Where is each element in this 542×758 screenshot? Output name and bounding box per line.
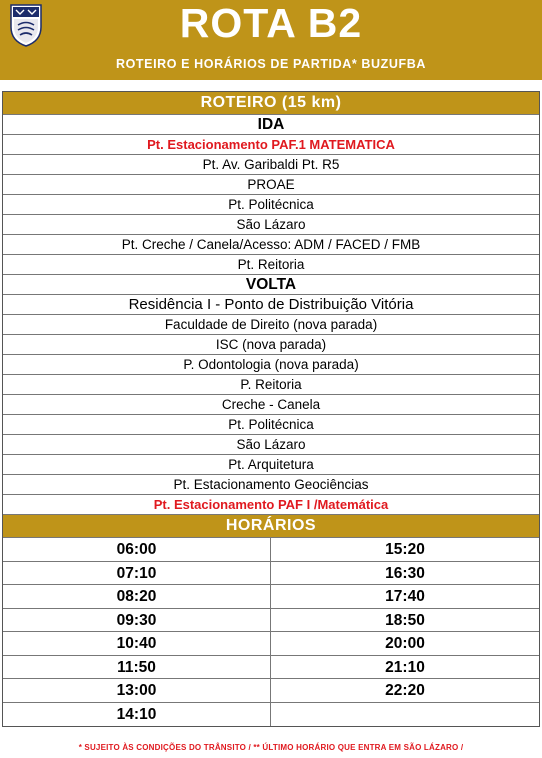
ida-stop: Pt. Creche / Canela/Acesso: ADM / FACED / FMB (3, 235, 539, 255)
volta-stop: Creche - Canela (3, 395, 539, 415)
schedule-grid (3, 538, 539, 726)
ida-stop: Pt. Reitoria (3, 255, 539, 275)
departure-time-empty (271, 703, 539, 727)
ida-label: IDA (3, 115, 539, 135)
footnote: * SUJEITO ÀS CONDIÇÕES DO TRÂNSITO / ** ÚLTIMO HORÁRIO QUE ENTRA EM SÃO LÁZARO / (78, 743, 464, 752)
route-heading: ROTEIRO (15 km) (3, 92, 539, 115)
volta-stop: Pt. Estacionamento Geociências (3, 475, 539, 495)
departure-time: 11:50 (3, 656, 270, 680)
ida-stop: Pt. Av. Garibaldi Pt. R5 (3, 155, 539, 175)
departure-time: 14:10 (116, 705, 157, 723)
volta-label: VOLTA (3, 275, 539, 295)
volta-end-stop: Pt. Estacionamento PAF I /Matemática (3, 495, 539, 515)
schedule-column-right (271, 538, 539, 726)
schedule-heading: HORÁRIOS (3, 515, 539, 538)
departure-time: 06:00 (3, 538, 270, 562)
departure-time: 07:10 (3, 562, 270, 586)
volta-first-stop: Residência I - Ponto de Distribuição Vitória (3, 295, 539, 315)
departure-time: 22:20 (271, 679, 539, 703)
volta-stop: Faculdade de Direito (nova parada) (3, 315, 539, 335)
ida-stop: Pt. Politécnica (3, 195, 539, 215)
volta-stop: São Lázaro (3, 435, 539, 455)
header-banner (0, 0, 542, 80)
departure-time: 20:00 (271, 632, 539, 656)
volta-stop: ISC (nova parada) (3, 335, 539, 355)
route-table (2, 91, 540, 727)
departure-time: 18:50 (271, 609, 539, 633)
volta-stop: Pt. Arquitetura (3, 455, 539, 475)
ida-start-stop: Pt. Estacionamento PAF.1 MATEMATICA (3, 135, 539, 155)
departure-time: 17:40 (271, 585, 539, 609)
ida-stop: PROAE (3, 175, 539, 195)
departure-time: 16:30 (271, 562, 539, 586)
ida-stop: São Lázaro (3, 215, 539, 235)
volta-stop: P. Reitoria (3, 375, 539, 395)
volta-stop: Pt. Politécnica (3, 415, 539, 435)
departure-time: 10:40 (3, 632, 270, 656)
page-title: ROTA B2 (179, 0, 363, 46)
departure-time: 13:00 (3, 679, 270, 703)
page-subtitle: ROTEIRO E HORÁRIOS DE PARTIDA* BUZUFBA (115, 57, 427, 71)
volta-stop: P. Odontologia (nova parada) (3, 355, 539, 375)
departure-time: 15:20 (271, 538, 539, 562)
schedule-column-left (3, 538, 271, 726)
departure-time: 21:10 (271, 656, 539, 680)
departure-time: 08:20 (3, 585, 270, 609)
departure-time: 09:30 (3, 609, 270, 633)
